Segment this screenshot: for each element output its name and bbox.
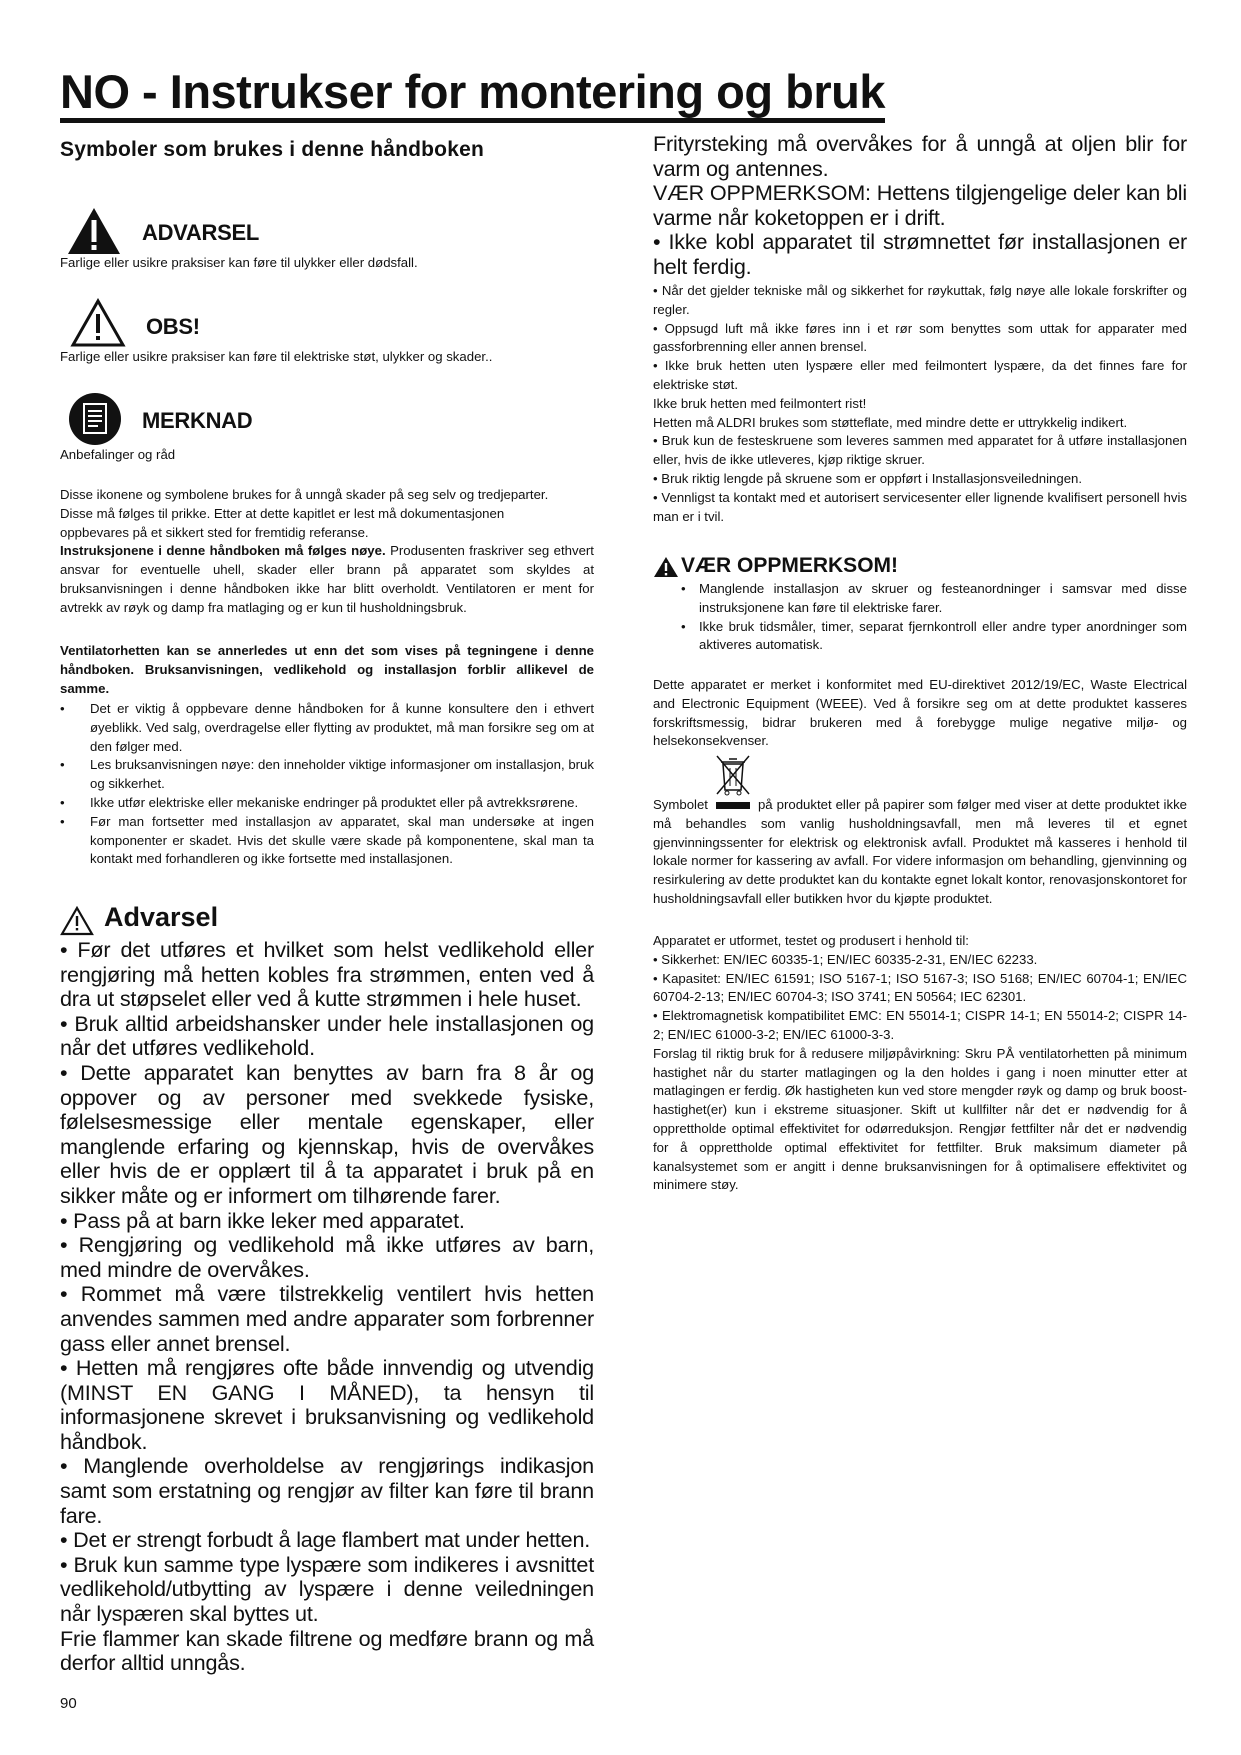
symbol-title-advarsel: ADVARSEL (142, 220, 259, 245)
list-item: • Manglende installasjon av skruer og festeanordninger i samsvar med disse instruksjonene kan føre til elektriske farer. (653, 580, 1187, 618)
right-small-item: • Når det gjelder tekniske mål og sikkerhet for røykuttak, følg nøye alle lokale forskrifter og regler. (653, 283, 1187, 317)
right-small-item: Hetten må ALDRI brukes som støtteflate, med mindre dette er uttrykkelig indikert. (653, 414, 1128, 430)
standard-item: • Elektromagnetisk kompatibilitet EMC: EN 55014-1; CISPR 14-1; EN 55014-2; CISPR 14-2; EN/IEC 61000-3-2; EN/IEC 61000-3-3. (653, 1008, 1187, 1042)
eco-text: Forslag til riktig bruk for å redusere miljøpåvirkning: Skru PÅ ventilatorhetten på minimum hastighet når du starter matlagingen og la den holdes i gang i noen minutter etter at matlagingen er ferdig. Øk hastigheten kun ved store mengder røyk og damp og bruk boost-hastighet(er) kun i ekstreme situasjoner. Skift ut kullfilter når det er nødvendig for å opprettholde optimal effektivitet for odørreduksjon. Rengjør fettfilter når det er nødvendig for å opprettholde optimal effektivitet for fettfilter. Bruk maksimum diameter på kanalsystemet som er angitt i denne bruksanvisningen for å optimalisere effektivitet og minimere støy. (653, 1045, 1187, 1193)
symbol-prefix: Symbolet (653, 797, 708, 812)
symbol-text-advarsel: Farlige eller usikre praksiser kan føre til ulykker eller dødsfall. (60, 255, 418, 270)
warning-triangle-outline-icon (60, 906, 94, 936)
intro-bold: Instruksjonene i denne håndboken må følges nøye. (60, 543, 386, 559)
list-item: • Før man fortsetter med installasjon av apparatet, skal man undersøke at ingen komponenter er skadet. Hvis det skulle være skade på komponentene, skal man ta kontakt med forhandleren og ikke fortsette med installasjonen. (60, 813, 594, 869)
document-note-icon (68, 392, 122, 446)
warning-triangle-filled-icon (66, 206, 122, 256)
symbol-paragraph (653, 796, 1187, 909)
warning-triangle-filled-icon (653, 556, 679, 578)
intro-paragraph (60, 542, 594, 617)
warning-paragraphs (60, 938, 594, 1676)
warning-item: • Dette apparatet kan benyttes av barn fra 8 år og oppover og av personer med svekkede fysiske, følelsesmessige eller mentale egenskaper, eller manglende erfaring og kjennskap, hvis de overvåkes eller hvis de er opplært til å ta apparatet i bruk på en sikker måte og er informert om tilhørende farer. (60, 1059, 594, 1208)
page-number: 90 (60, 1695, 77, 1712)
warning-triangle-outline-icon (70, 298, 126, 348)
warning-item: • Pass på at barn ikke leker med apparatet. (60, 1207, 465, 1233)
warning-heading: Advarsel (104, 902, 219, 932)
warning-item: • Bruk alltid arbeidshansker under hele installasjonen og når det utføres vedlikehold. (60, 1010, 594, 1061)
right-small-item: • Ikke bruk hetten uten lyspære eller med feilmontert lyspære, da det finnes fare for elektriske støt. (653, 358, 1187, 392)
intro-rest: Produsenten fraskriver seg ethvert ansvar for eventuelle uhell, skader eller brann på apparatet som skyldes at bruksanvisningen i denne håndboken ikke har blitt overholdt. Ventilatoren er ment for avtrekk av røyk og damp fra matlaging og er kun til husholdningsbruk. (60, 543, 594, 615)
attention-heading: VÆR OPPMERKSOM! (681, 554, 899, 577)
attention-bullets (653, 580, 1187, 655)
variation-notice: Ventilatorhetten kan se annerledes ut enn det som vises på tegningene i denne håndboken. Bruksanvisningen, vedlikehold og installasjon forblir allikevel de samme. (60, 643, 594, 696)
warning-item: • Manglende overholdelse av rengjørings indikasjon samt som erstatning og rengjør av filter kan føre til brann fare. (60, 1453, 594, 1528)
weee-text: Dette apparatet er merket i konformitet med EU-direktivet 2012/19/EC, Waste Electrical and Electronic Equipment (WEEE). Ved å forsikre seg om at dette produktet kasseres forskriftsmessig, bidrar brukeren med å forebygge mulige negative miljø- og helsekonsekvenser. (653, 677, 1187, 749)
symbol-title-merknad: MERKNAD (142, 408, 253, 433)
list-item: • Ikke bruk tidsmåler, timer, separat fjernkontroll eller andre typer anordninger som aktiveres automatisk. (653, 618, 1187, 656)
symbol-text-obs: Farlige eller usikre praksiser kan føre til elektriske støt, ulykker og skader.. (60, 349, 493, 364)
crossed-bin-icon (713, 752, 753, 796)
symbol-text: på produktet eller på papirer som følger med viser at dette produktet ikke må behandles som vanlig husholdningsavfall, men må leveres til et egnet gjenvinningssenter for elektrisk og elektronisk avfall. Produktet må kasseres i henhold til lokale normer for kassering av avfall. For videre informasjon om behandling, gjenvinning og resirkulering av dette produktet kan du kontakte egnet lokalt kontor, renovasjonskontoret for husholdningsavfall eller butikken hvor du kjøpte produktet. (653, 797, 1187, 906)
right-small-item: • Bruk riktig lengde på skruene som er oppført i Installasjonsveiledningen. (653, 470, 1083, 486)
list-item: • Det er viktig å oppbevare denne håndboken for å kunne konsultere den i ethvert øyeblikk. Ved salg, overdragelse eller flytting av produktet, må man forsikre seg om at den følger med. (60, 700, 594, 756)
right-small-item: • Vennligst ta kontakt med et autorisert servicesenter eller lignende kvalifisert personell hvis man er i tvil. (653, 489, 1187, 524)
standards-block (653, 932, 1187, 1195)
warning-item: Frie flammer kan skade filtrene og medføre brann og må derfor alltid unngås. (60, 1625, 594, 1676)
warning-item: • Bruk kun samme type lyspære som indikeres i avsnittet vedlikehold/utbytting av lyspære i denne veiledningen når lyspæren skal byttes ut. (60, 1551, 594, 1627)
warning-item: • Det er strengt forbudt å lage flambert mat under hetten. (60, 1527, 591, 1553)
warning-item: • Rengjøring og vedlikehold må ikke utføres av barn, med mindre de overvåkes. (60, 1232, 594, 1282)
standard-item: • Sikkerhet: EN/IEC 60335-1; EN/IEC 60335-2-31, EN/IEC 62233. (653, 951, 1038, 967)
right-big-item: Frityrsteking må overvåkes for å unngå at oljen blir for varm og antennes. (653, 131, 1187, 181)
right-small-item: • Oppsugd luft må ikke føres inn i et rør som benyttes som uttak for apparater med gassforbrenning eller annen brensel. (653, 320, 1187, 355)
intro-line-1: Disse ikonene og symbolene brukes for å unngå skader på seg selv og tredjeparter. (60, 487, 549, 502)
list-item: • Les bruksanvisningen nøye: den inneholder viktige informasjoner om installasjon, bruk og sikkerhet. (60, 756, 594, 794)
standards-intro: Apparatet er utformet, testet og produsert i henhold til: (653, 933, 969, 948)
symbol-title-obs: OBS! (146, 314, 200, 339)
general-bullets (60, 700, 594, 869)
intro-text (60, 486, 594, 618)
list-item: • Ikke utfør elektriske eller mekaniske endringer på produktet eller på avtrekksrørene. (60, 794, 594, 813)
page-title: NO - Instrukser for montering og bruk (60, 66, 885, 123)
symbols-heading: Symboler som brukes i denne håndboken (60, 138, 484, 161)
right-big-item: • Ikke kobl apparatet til strømnettet før installasjonen er helt ferdig. (653, 229, 1187, 279)
right-big-item: VÆR OPPMERKSOM: Hettens tilgjengelige deler kan bli varme når koketoppen er i drift. (653, 180, 1187, 230)
warning-item: • Rommet må være tilstrekkelig ventilert hvis hetten anvendes sammen med andre apparater som forbrenner gass eller annet brensel. (60, 1281, 594, 1356)
warning-item: • Hetten må rengjøres ofte både innvendig og utvendig (MINST EN GANG I MÅNED), ta hensyn til informasjonene skrevet i bruksanvisning og vedlikehold håndbok. (60, 1355, 594, 1454)
black-bar-icon (716, 802, 750, 809)
intro-line-2: Disse må følges til prikke. Etter at dette kapitlet er lest må dokumentasjonen oppbevares på et sikkert sted for fremtidig referanse. (60, 505, 505, 540)
right-small-item: • Bruk kun de festeskruene som leveres sammen med apparatet for å utføre installasjonen eller, hvis de ikke utleveres, kjøp riktige skruer. (653, 433, 1187, 468)
right-big-paragraphs (653, 132, 1187, 280)
warning-item: • Før det utføres et hvilket som helst vedlikehold eller rengjøring må hetten kobles fra strømmen, enten ved å dra ut støpselet eller ved å kutte strømmen i hele huset. (60, 937, 594, 1012)
right-small-item: Ikke bruk hetten med feilmontert rist! (653, 395, 867, 411)
right-small-paragraphs (653, 282, 1187, 526)
standard-item: • Kapasitet: EN/IEC 61591; ISO 5167-1; ISO 5167-3; ISO 5168; EN/IEC 60704-1; EN/IEC 60704-2-13; EN/IEC 60704-3; ISO 3741; EN 50564; IEC 62301. (653, 970, 1187, 1005)
symbol-text-merknad: Anbefalinger og råd (60, 447, 176, 462)
